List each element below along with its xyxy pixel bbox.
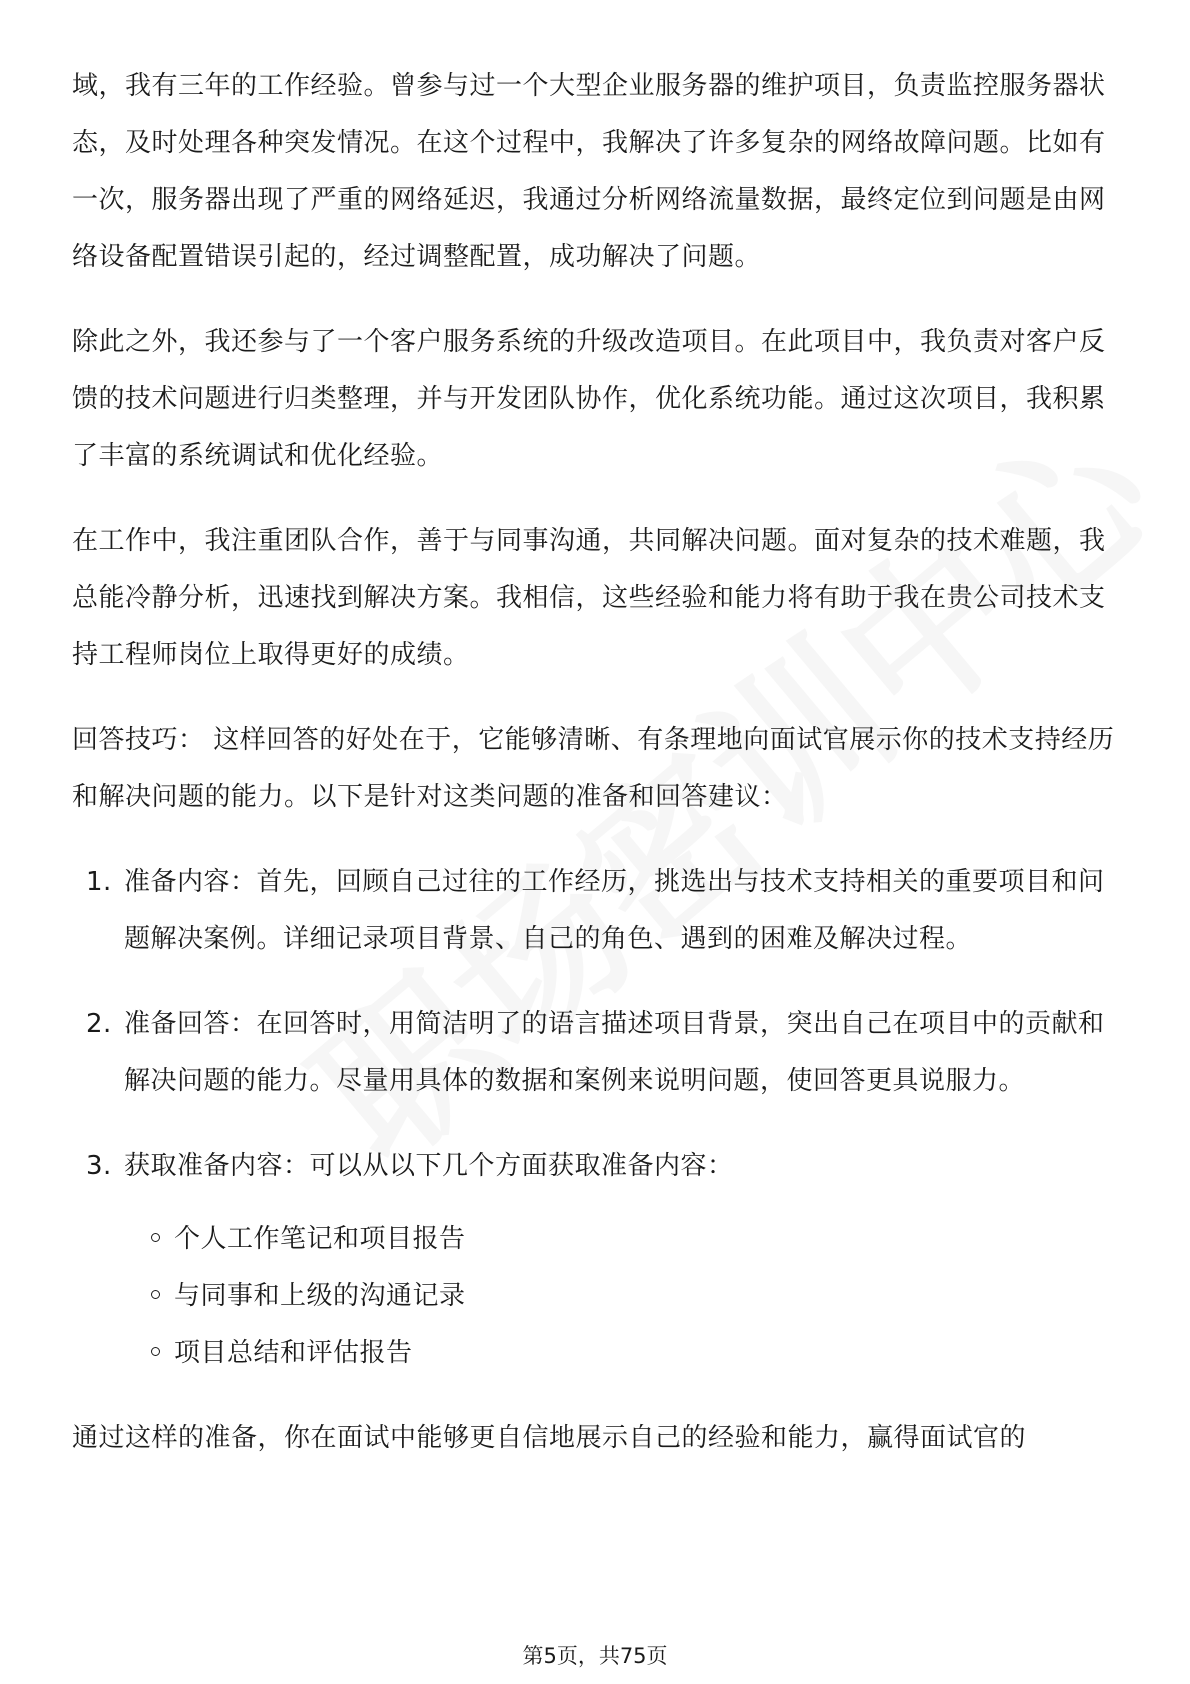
paragraph-project: 除此之外，我还参与了一个客户服务系统的升级改造项目。在此项目中，我负责对客户反馈的技术问题进行归类整理，并与开发团队协作，优化系统功能。通过这次项目，我积累了丰富的系统调试和优化经验。 [72, 327, 1106, 471]
sub-list [124, 1211, 1122, 1382]
sub-list-item-text: 个人工作笔记和项目报告 [174, 1224, 466, 1254]
sub-list-item [124, 1325, 1122, 1382]
document-body [72, 58, 1122, 1495]
list-item-text: 准备内容：首先，回顾自己过往的工作经历，挑选出与技术支持相关的重要项目和问题解决案例。详细记录项目背景、自己的角色、遇到的困难及解决过程。 [124, 867, 1105, 954]
list-item [72, 854, 1122, 968]
list-number: 2. [86, 1009, 112, 1039]
list-item [72, 996, 1122, 1110]
tips-list [72, 854, 1122, 1382]
sub-list-item [124, 1211, 1122, 1268]
paragraph-experience: 域，我有三年的工作经验。曾参与过一个大型企业服务器的维护项目，负责监控服务器状态，及时处理各种突发情况。在这个过程中，我解决了许多复杂的网络故障问题。比如有一次，服务器出现了严重的网络延迟，我通过分析网络流量数据，最终定位到问题是由网络设备配置错误引起的，经过调整配置，成功解决了问题。 [72, 71, 1106, 272]
list-item-text: 获取准备内容：可以从以下几个方面获取准备内容： [124, 1151, 734, 1181]
paragraph-conclusion: 通过这样的准备，你在面试中能够更自信地展示自己的经验和能力，赢得面试官的 [72, 1423, 1027, 1453]
list-item-text: 准备回答：在回答时，用简洁明了的语言描述项目背景，突出自己在项目中的贡献和解决问题的能力。尽量用具体的数据和案例来说明问题，使回答更具说服力。 [124, 1009, 1105, 1096]
paragraph-answer-tips: 回答技巧： 这样回答的好处在于，它能够清晰、有条理地向面试官展示你的技术支持经历和解决问题的能力。以下是针对这类问题的准备和回答建议： [72, 725, 1115, 812]
list-item [72, 1138, 1122, 1382]
sub-list-item [124, 1268, 1122, 1325]
paragraph-teamwork: 在工作中，我注重团队合作，善于与同事沟通，共同解决问题。面对复杂的技术难题，我总能冷静分析，迅速找到解决方案。我相信，这些经验和能力将有助于我在贵公司技术支持工程师岗位上取得更好的成绩。 [72, 526, 1106, 670]
page-number: 第5页，共75页 [522, 1644, 668, 1668]
bullet-icon [151, 1233, 160, 1242]
list-number: 1. [86, 867, 112, 897]
sub-list-item-text: 项目总结和评估报告 [174, 1338, 413, 1368]
list-number: 3. [86, 1151, 112, 1181]
sub-list-item-text: 与同事和上级的沟通记录 [174, 1281, 466, 1311]
bullet-icon [151, 1347, 160, 1356]
bullet-icon [151, 1290, 160, 1299]
